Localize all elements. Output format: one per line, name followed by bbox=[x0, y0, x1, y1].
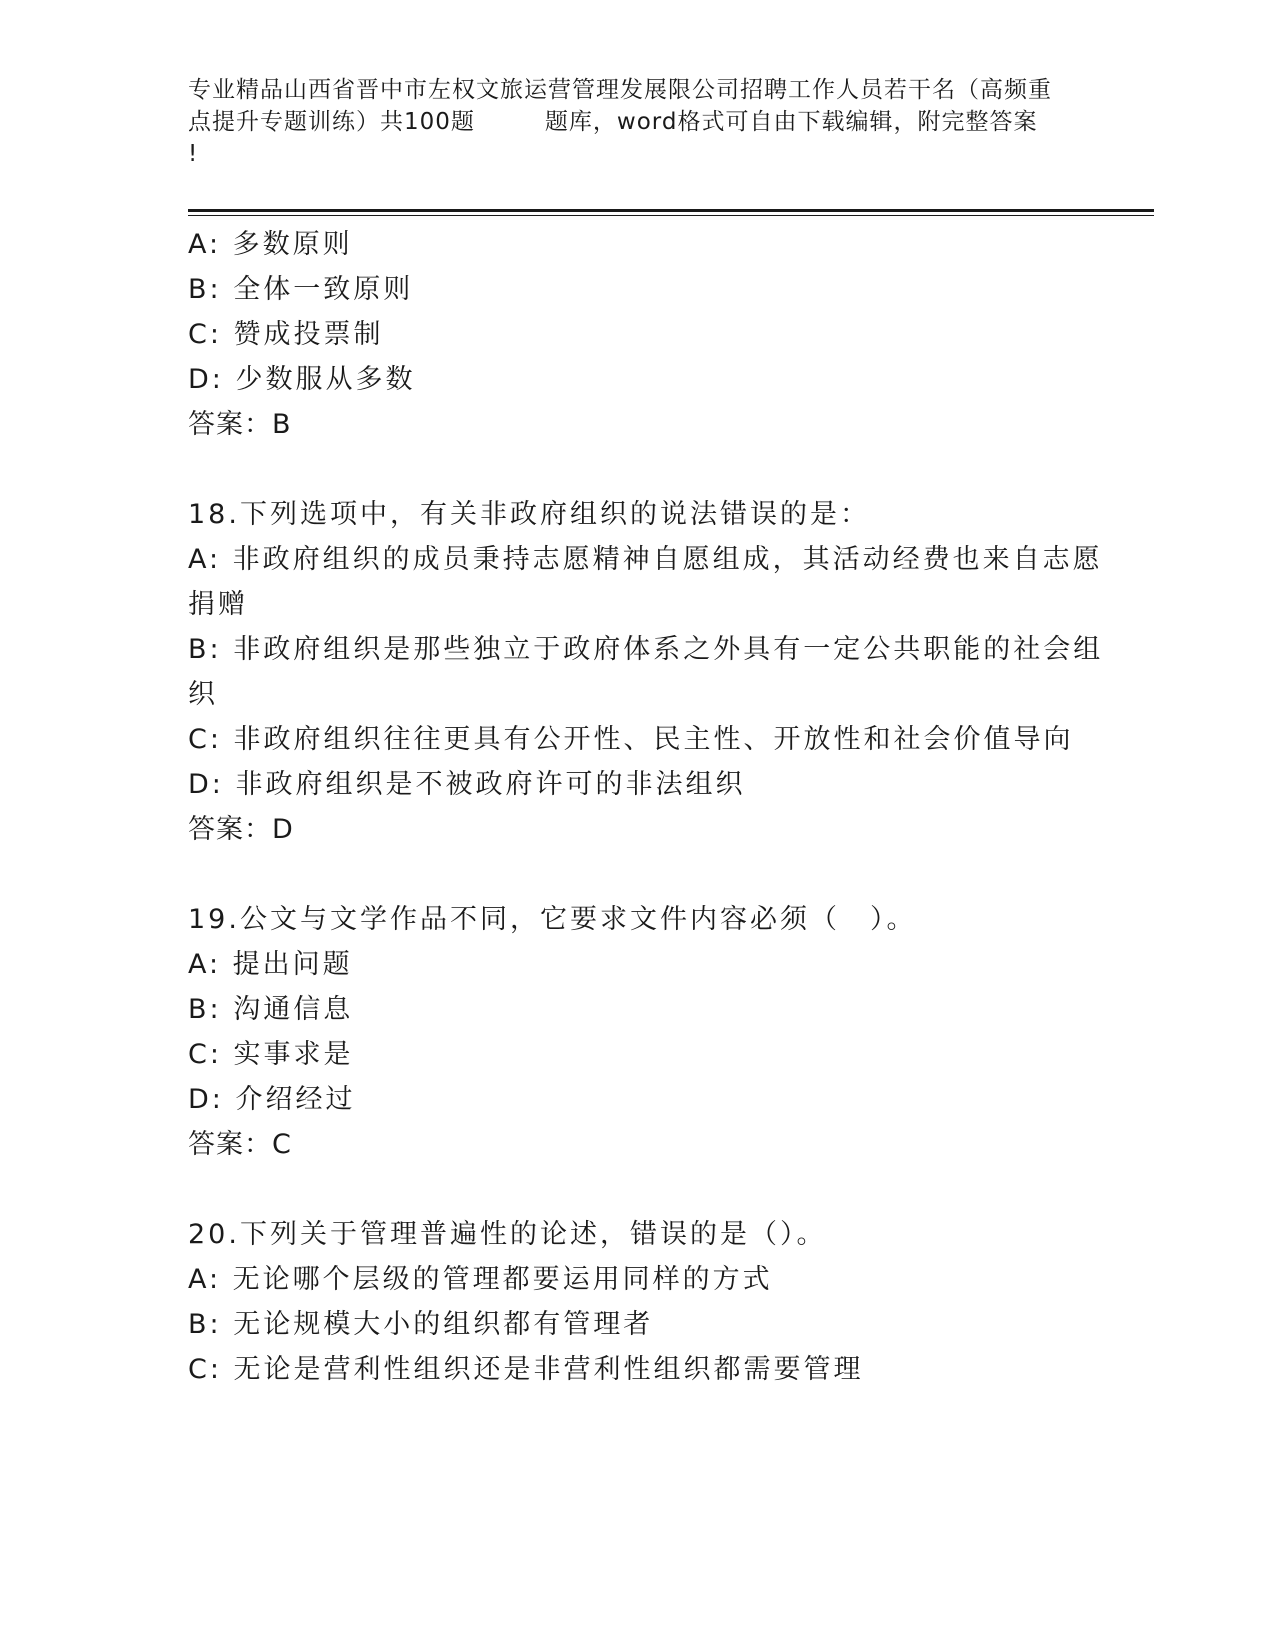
q20-option-c: C: 无论是营利性组织还是非营利性组织都需要管理 bbox=[188, 1354, 864, 1385]
q17-option-a: A: 多数原则 bbox=[188, 229, 353, 260]
q17-answer: 答案：B bbox=[188, 409, 292, 440]
q18-option-b-line-2: 织 bbox=[188, 679, 218, 710]
q20-question: 20.下列关于管理普遍性的论述，错误的是（）。 bbox=[188, 1219, 827, 1250]
q20-option-a: A: 无论哪个层级的管理都要运用同样的方式 bbox=[188, 1264, 773, 1295]
q18-option-a-line-2: 捐赠 bbox=[188, 589, 248, 620]
header-line-2-part-2: 题库，word格式可自由下载编辑，附完整答案 bbox=[544, 109, 1038, 135]
q19-option-a: A: 提出问题 bbox=[188, 949, 353, 980]
q18-option-a-line-1: A: 非政府组织的成员秉持志愿精神自愿组成，其活动经费也来自志愿 bbox=[188, 544, 1103, 575]
header-divider-thin bbox=[188, 215, 1154, 216]
header-divider-thick bbox=[188, 209, 1154, 212]
q19-answer: 答案：C bbox=[188, 1129, 292, 1160]
q19-option-b: B: 沟通信息 bbox=[188, 994, 354, 1025]
q18-option-c: C: 非政府组织往往更具有公开性、民主性、开放性和社会价值导向 bbox=[188, 724, 1074, 755]
q17-option-b: B: 全体一致原则 bbox=[188, 274, 414, 305]
q17-option-c: C: 赞成投票制 bbox=[188, 319, 384, 350]
q19-option-d: D: 介绍经过 bbox=[188, 1084, 356, 1115]
q19-question: 19.公文与文学作品不同，它要求文件内容必须（ ）。 bbox=[188, 904, 917, 935]
q20-option-b: B: 无论规模大小的组织都有管理者 bbox=[188, 1309, 654, 1340]
header-line-2 bbox=[188, 106, 1088, 138]
document-header bbox=[188, 74, 1088, 170]
q18-answer: 答案：D bbox=[188, 814, 294, 845]
header-line-2-part-1: 点提升专题训练）共100题 bbox=[188, 109, 475, 135]
q18-option-b-line-1: B: 非政府组织是那些独立于政府体系之外具有一定公共职能的社会组 bbox=[188, 634, 1104, 665]
q18-option-d: D: 非政府组织是不被政府许可的非法组织 bbox=[188, 769, 746, 800]
q18-question: 18.下列选项中，有关非政府组织的说法错误的是： bbox=[188, 499, 870, 530]
q19-option-c: C: 实事求是 bbox=[188, 1039, 354, 1070]
header-line-1: 专业精品山西省晋中市左权文旅运营管理发展限公司招聘工作人员若干名（高频重 bbox=[188, 77, 1052, 103]
q17-option-d: D: 少数服从多数 bbox=[188, 364, 416, 395]
header-line-3: ! bbox=[188, 141, 199, 167]
question-list bbox=[188, 222, 1104, 1392]
